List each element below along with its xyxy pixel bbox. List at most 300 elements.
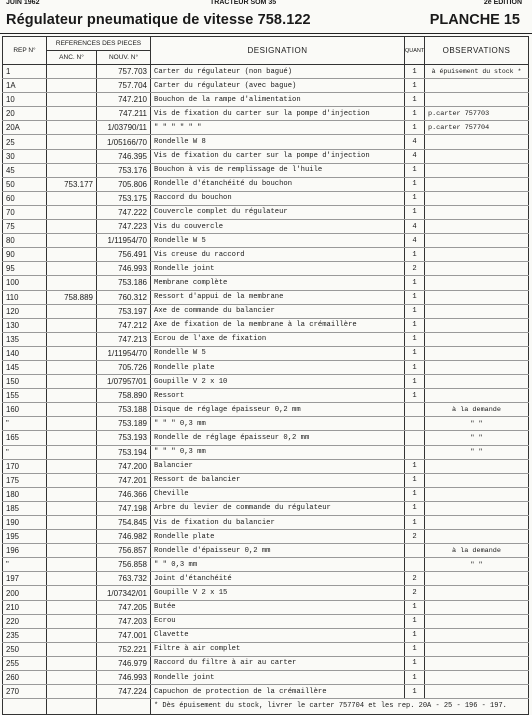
row-new-number: 746.979 — [97, 656, 151, 670]
row-quantity: 1 — [405, 163, 425, 177]
row-rep: 30 — [3, 149, 47, 163]
row-quantity: 1 — [405, 304, 425, 318]
row-new-number: 753.175 — [97, 191, 151, 205]
row-designation: Ressort de balancier — [151, 473, 405, 487]
row-old-number — [47, 234, 97, 248]
table-row — [3, 530, 529, 544]
row-old-number — [47, 614, 97, 628]
row-quantity: 1 — [405, 375, 425, 389]
top-header-strip — [0, 0, 532, 6]
row-old-number — [47, 530, 97, 544]
row-observation: p.carter 757704 — [425, 121, 529, 135]
row-rep: 220 — [3, 614, 47, 628]
table-row — [3, 417, 529, 431]
table-row — [3, 600, 529, 614]
table-row — [3, 375, 529, 389]
parts-rows — [3, 65, 529, 699]
row-quantity — [405, 431, 425, 445]
row-quantity: 4 — [405, 220, 425, 234]
row-quantity — [405, 445, 425, 459]
row-designation: Rondelle W 5 — [151, 346, 405, 360]
row-old-number — [47, 403, 97, 417]
row-old-number — [47, 149, 97, 163]
row-designation: Vis de fixation du carter sur la pompe d'injection — [151, 149, 405, 163]
row-old-number — [47, 79, 97, 93]
row-new-number: 705.726 — [97, 360, 151, 374]
col-designation: DESIGNATION — [151, 37, 405, 65]
row-designation: Goupille V 2 x 15 — [151, 586, 405, 600]
row-observation: " " — [425, 558, 529, 572]
table-row — [3, 177, 529, 191]
row-rep: 10 — [3, 93, 47, 107]
row-new-number: 747.212 — [97, 318, 151, 332]
table-row — [3, 586, 529, 600]
brand-name: TRACTEUR SOM 35 — [210, 0, 277, 6]
row-old-number — [47, 572, 97, 586]
row-old-number — [47, 262, 97, 276]
row-quantity: 1 — [405, 177, 425, 191]
row-designation: Ressort d'appui de la membrane — [151, 290, 405, 304]
row-quantity: 1 — [405, 276, 425, 290]
row-old-number: 758.889 — [47, 290, 97, 304]
row-new-number: 757.704 — [97, 79, 151, 93]
row-observation: à la demande — [425, 544, 529, 558]
table-row — [3, 318, 529, 332]
row-designation: Disque de réglage épaisseur 0,2 mm — [151, 403, 405, 417]
row-new-number: 1/11954/70 — [97, 346, 151, 360]
row-quantity: 1 — [405, 248, 425, 262]
table-row — [3, 248, 529, 262]
row-old-number — [47, 135, 97, 149]
row-old-number — [47, 600, 97, 614]
row-rep: 200 — [3, 586, 47, 600]
row-old-number — [47, 431, 97, 445]
row-designation: Carter du régulateur (non bagué) — [151, 65, 405, 79]
row-quantity: 2 — [405, 572, 425, 586]
row-old-number — [47, 656, 97, 670]
row-new-number: 756.858 — [97, 558, 151, 572]
row-new-number: 753.189 — [97, 417, 151, 431]
row-observation — [425, 389, 529, 403]
table-row — [3, 459, 529, 473]
row-quantity: 1 — [405, 205, 425, 219]
row-quantity: 1 — [405, 191, 425, 205]
row-quantity: 2 — [405, 262, 425, 276]
table-row — [3, 642, 529, 656]
row-rep: 196 — [3, 544, 47, 558]
row-new-number: 746.982 — [97, 530, 151, 544]
row-quantity — [405, 544, 425, 558]
row-old-number — [47, 318, 97, 332]
col-observations: OBSERVATIONS — [425, 37, 529, 65]
row-quantity: 1 — [405, 121, 425, 135]
row-new-number: 763.732 — [97, 572, 151, 586]
row-observation — [425, 501, 529, 515]
row-new-number: 752.221 — [97, 642, 151, 656]
row-quantity — [405, 417, 425, 431]
row-new-number: 746.993 — [97, 671, 151, 685]
table-row — [3, 656, 529, 670]
table-row — [3, 389, 529, 403]
row-old-number — [47, 205, 97, 219]
row-new-number: 753.176 — [97, 163, 151, 177]
row-observation — [425, 656, 529, 670]
row-rep: 255 — [3, 656, 47, 670]
row-old-number — [47, 163, 97, 177]
row-designation: Arbre du levier de commande du régulateur — [151, 501, 405, 515]
row-observation — [425, 375, 529, 389]
row-designation: Vis du couvercle — [151, 220, 405, 234]
row-new-number: 753.188 — [97, 403, 151, 417]
row-rep: 135 — [3, 332, 47, 346]
row-old-number — [47, 544, 97, 558]
row-rep: " — [3, 445, 47, 459]
row-quantity: 1 — [405, 614, 425, 628]
row-old-number — [47, 459, 97, 473]
row-rep: 175 — [3, 473, 47, 487]
row-rep: 155 — [3, 389, 47, 403]
row-old-number — [47, 121, 97, 135]
row-old-number — [47, 304, 97, 318]
row-rep: 1A — [3, 79, 47, 93]
row-quantity: 1 — [405, 473, 425, 487]
row-designation: Raccord du filtre à air au carter — [151, 656, 405, 670]
footnote: * Dès épuisement du stock, livrer le carter 757704 et les rep. 20A - 25 - 196 - 197. — [151, 699, 529, 715]
row-rep: 70 — [3, 205, 47, 219]
row-designation: Goupille V 2 x 10 — [151, 375, 405, 389]
row-new-number: 747.213 — [97, 332, 151, 346]
row-observation — [425, 332, 529, 346]
row-rep: 60 — [3, 191, 47, 205]
row-quantity: 1 — [405, 656, 425, 670]
row-rep: 95 — [3, 262, 47, 276]
row-new-number: 760.312 — [97, 290, 151, 304]
row-rep: " — [3, 417, 47, 431]
row-old-number: 753.177 — [47, 177, 97, 191]
row-new-number: 1/11954/70 — [97, 234, 151, 248]
row-designation: Raccord du bouchon — [151, 191, 405, 205]
row-observation — [425, 586, 529, 600]
table-row — [3, 65, 529, 79]
row-observation — [425, 572, 529, 586]
row-quantity: 1 — [405, 360, 425, 374]
row-new-number: 756.857 — [97, 544, 151, 558]
row-new-number: 753.193 — [97, 431, 151, 445]
row-observation — [425, 262, 529, 276]
row-designation: " " " 0,3 mm — [151, 445, 405, 459]
row-observation — [425, 671, 529, 685]
table-row — [3, 262, 529, 276]
row-quantity: 1 — [405, 642, 425, 656]
table-row — [3, 107, 529, 121]
row-designation: Ressort — [151, 389, 405, 403]
row-new-number: 705.806 — [97, 177, 151, 191]
row-new-number: 1/03790/11 — [97, 121, 151, 135]
row-observation — [425, 93, 529, 107]
row-observation — [425, 149, 529, 163]
row-old-number — [47, 346, 97, 360]
row-observation: " " — [425, 445, 529, 459]
row-designation: Rondelle W 5 — [151, 234, 405, 248]
table-row — [3, 191, 529, 205]
row-designation: Filtre à air complet — [151, 642, 405, 656]
table-row — [3, 403, 529, 417]
row-designation: Bouchon à vis de remplissage de l'huile — [151, 163, 405, 177]
edition-label: 2e EDITION — [483, 0, 522, 6]
table-row — [3, 628, 529, 642]
table-row — [3, 544, 529, 558]
row-rep: 50 — [3, 177, 47, 191]
row-observation — [425, 487, 529, 501]
row-observation: " " — [425, 431, 529, 445]
row-old-number — [47, 445, 97, 459]
row-old-number — [47, 487, 97, 501]
row-rep: 20A — [3, 121, 47, 135]
row-observation — [425, 685, 529, 699]
row-observation — [425, 530, 529, 544]
row-new-number: 1/05166/70 — [97, 135, 151, 149]
table-row — [3, 346, 529, 360]
row-designation: Butée — [151, 600, 405, 614]
row-new-number: 747.205 — [97, 600, 151, 614]
table-row — [3, 121, 529, 135]
row-designation: Membrane complète — [151, 276, 405, 290]
row-observation — [425, 614, 529, 628]
row-old-number — [47, 389, 97, 403]
page-title: Régulateur pneumatique de vitesse 758.122 — [6, 12, 311, 28]
table-row — [3, 572, 529, 586]
row-rep: 197 — [3, 572, 47, 586]
row-quantity: 1 — [405, 346, 425, 360]
row-new-number: 747.223 — [97, 220, 151, 234]
row-old-number — [47, 93, 97, 107]
row-designation: Rondelle joint — [151, 671, 405, 685]
row-rep: 20 — [3, 107, 47, 121]
row-quantity: 1 — [405, 685, 425, 699]
row-designation: Clavette — [151, 628, 405, 642]
row-observation — [425, 473, 529, 487]
row-rep: 145 — [3, 360, 47, 374]
row-quantity: 4 — [405, 234, 425, 248]
row-quantity: 1 — [405, 290, 425, 304]
row-observation — [425, 628, 529, 642]
table-row — [3, 558, 529, 572]
row-observation — [425, 163, 529, 177]
col-quantity: QUANT — [405, 37, 425, 65]
edition-date: JUIN 1962 — [6, 0, 40, 6]
row-old-number — [47, 516, 97, 530]
row-rep: 75 — [3, 220, 47, 234]
row-old-number — [47, 473, 97, 487]
row-rep: 1 — [3, 65, 47, 79]
row-rep: 270 — [3, 685, 47, 699]
row-new-number: 747.211 — [97, 107, 151, 121]
row-observation — [425, 600, 529, 614]
row-rep: 100 — [3, 276, 47, 290]
row-observation — [425, 135, 529, 149]
col-new-number: NOUV. N° — [97, 51, 151, 65]
col-references: REFERENCES DES PIECES — [47, 37, 151, 51]
row-new-number: 756.491 — [97, 248, 151, 262]
row-rep: 110 — [3, 290, 47, 304]
row-designation: Cheville — [151, 487, 405, 501]
row-designation: Ecrou de l'axe de fixation — [151, 332, 405, 346]
row-new-number: 747.210 — [97, 93, 151, 107]
row-rep: 235 — [3, 628, 47, 642]
row-designation: " " " " " " — [151, 121, 405, 135]
col-old-number: ANC. N° — [47, 51, 97, 65]
row-quantity: 1 — [405, 628, 425, 642]
title-bar — [0, 8, 532, 34]
table-row — [3, 516, 529, 530]
table-row — [3, 332, 529, 346]
table-row — [3, 431, 529, 445]
row-quantity: 1 — [405, 516, 425, 530]
row-quantity: 1 — [405, 79, 425, 93]
row-rep: 260 — [3, 671, 47, 685]
table-row — [3, 234, 529, 248]
row-rep: 150 — [3, 375, 47, 389]
row-designation: " " 0,3 mm — [151, 558, 405, 572]
row-observation — [425, 290, 529, 304]
row-rep: 180 — [3, 487, 47, 501]
row-quantity: 2 — [405, 586, 425, 600]
row-new-number: 753.197 — [97, 304, 151, 318]
row-rep: " — [3, 558, 47, 572]
row-observation — [425, 205, 529, 219]
row-rep: 80 — [3, 234, 47, 248]
row-quantity — [405, 403, 425, 417]
table-row — [3, 360, 529, 374]
row-new-number: 747.222 — [97, 205, 151, 219]
row-quantity: 2 — [405, 530, 425, 544]
row-observation: à épuisement du stock * — [425, 65, 529, 79]
row-designation: Carter du régulateur (avec bague) — [151, 79, 405, 93]
col-rep: REP N° — [3, 37, 47, 65]
row-observation: p.carter 757703 — [425, 107, 529, 121]
row-quantity: 4 — [405, 149, 425, 163]
row-observation: " " — [425, 417, 529, 431]
row-new-number: 746.993 — [97, 262, 151, 276]
row-rep: 130 — [3, 318, 47, 332]
row-new-number: 746.366 — [97, 487, 151, 501]
row-rep: 45 — [3, 163, 47, 177]
row-designation: Rondelle d'étanchéité du bouchon — [151, 177, 405, 191]
row-designation: Couvercle complet du régulateur — [151, 205, 405, 219]
row-rep: 90 — [3, 248, 47, 262]
row-new-number: 746.395 — [97, 149, 151, 163]
row-observation — [425, 276, 529, 290]
row-quantity: 4 — [405, 135, 425, 149]
row-rep: 185 — [3, 501, 47, 515]
row-old-number — [47, 248, 97, 262]
row-new-number: 747.203 — [97, 614, 151, 628]
table-row — [3, 473, 529, 487]
row-designation: Rondelle d'épaisseur 0,2 mm — [151, 544, 405, 558]
row-designation: Vis de fixation du carter sur la pompe d'injection — [151, 107, 405, 121]
row-designation: Rondelle W 8 — [151, 135, 405, 149]
row-observation: à la demande — [425, 403, 529, 417]
plate-number: PLANCHE 15 — [429, 12, 520, 28]
table-row — [3, 220, 529, 234]
row-observation — [425, 346, 529, 360]
row-observation — [425, 360, 529, 374]
row-quantity: 1 — [405, 389, 425, 403]
row-new-number: 754.845 — [97, 516, 151, 530]
row-old-number — [47, 65, 97, 79]
row-rep: 120 — [3, 304, 47, 318]
row-old-number — [47, 220, 97, 234]
row-rep: 190 — [3, 516, 47, 530]
row-designation: Rondelle plate — [151, 530, 405, 544]
row-new-number: 747.001 — [97, 628, 151, 642]
row-observation — [425, 191, 529, 205]
row-quantity: 1 — [405, 671, 425, 685]
row-quantity: 1 — [405, 93, 425, 107]
row-new-number: 747.201 — [97, 473, 151, 487]
row-new-number: 747.200 — [97, 459, 151, 473]
row-quantity: 1 — [405, 318, 425, 332]
row-designation: " " " 0,3 mm — [151, 417, 405, 431]
row-observation — [425, 516, 529, 530]
table-row — [3, 671, 529, 685]
row-quantity — [405, 558, 425, 572]
row-observation — [425, 79, 529, 93]
row-new-number: 753.186 — [97, 276, 151, 290]
row-rep: 250 — [3, 642, 47, 656]
row-observation — [425, 318, 529, 332]
row-new-number: 747.198 — [97, 501, 151, 515]
row-quantity: 1 — [405, 501, 425, 515]
row-designation: Ecrou — [151, 614, 405, 628]
row-old-number — [47, 107, 97, 121]
row-quantity: 1 — [405, 487, 425, 501]
row-designation: Rondelle de réglage épaisseur 0,2 mm — [151, 431, 405, 445]
row-observation — [425, 220, 529, 234]
table-row — [3, 501, 529, 515]
row-rep: 165 — [3, 431, 47, 445]
row-old-number — [47, 332, 97, 346]
row-quantity: 1 — [405, 332, 425, 346]
table-row — [3, 163, 529, 177]
table-row — [3, 445, 529, 459]
parts-table — [2, 36, 529, 715]
table-row — [3, 149, 529, 163]
row-quantity: 1 — [405, 600, 425, 614]
row-new-number: 753.194 — [97, 445, 151, 459]
row-quantity: 1 — [405, 65, 425, 79]
table-row — [3, 290, 529, 304]
table-row — [3, 93, 529, 107]
row-observation — [425, 234, 529, 248]
row-old-number — [47, 628, 97, 642]
row-designation: Joint d'étanchéité — [151, 572, 405, 586]
table-row — [3, 685, 529, 699]
row-designation: Axe de fixation de la membrane à la crémaillère — [151, 318, 405, 332]
table-row — [3, 276, 529, 290]
row-designation: Rondelle plate — [151, 360, 405, 374]
table-row — [3, 304, 529, 318]
row-rep: 25 — [3, 135, 47, 149]
table-row — [3, 205, 529, 219]
row-old-number — [47, 375, 97, 389]
row-old-number — [47, 191, 97, 205]
row-old-number — [47, 558, 97, 572]
row-new-number: 1/07957/01 — [97, 375, 151, 389]
row-new-number: 1/07342/01 — [97, 586, 151, 600]
row-old-number — [47, 685, 97, 699]
row-old-number — [47, 417, 97, 431]
